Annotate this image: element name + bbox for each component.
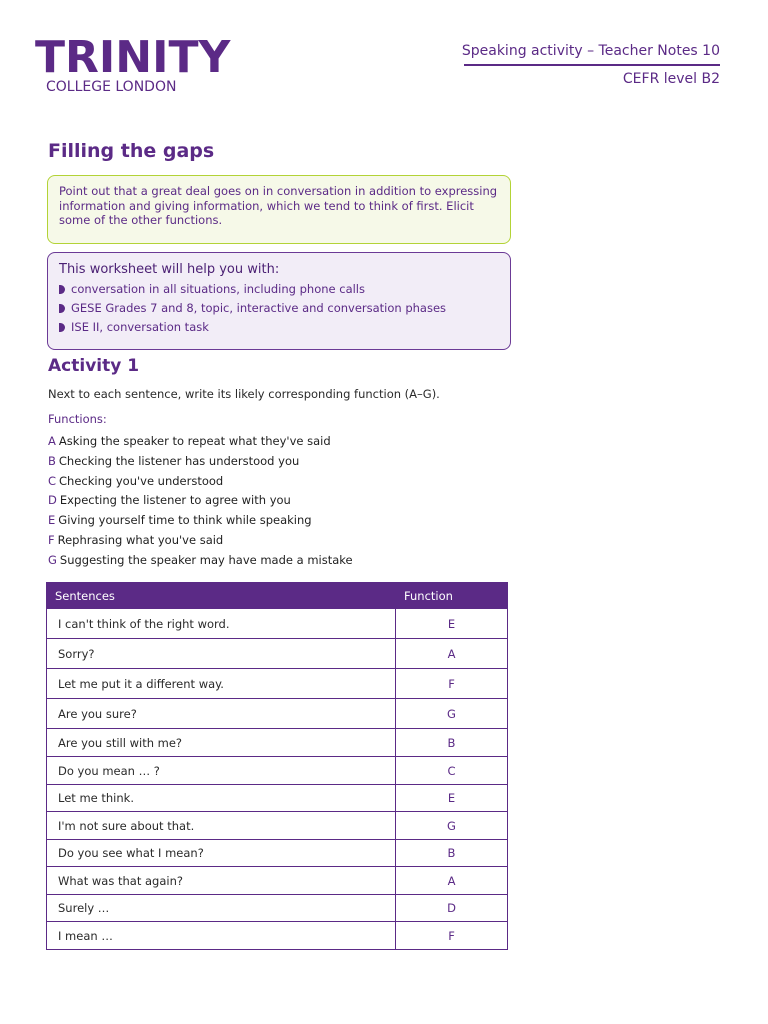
table-row [47,840,508,867]
half-circle-bullet-icon [59,285,65,294]
help-item [59,318,499,337]
help-box-title: This worksheet will help you with: [59,262,280,277]
sentences-table [46,582,508,950]
sentence-cell: Are you sure? [47,699,396,729]
table-row [47,639,508,669]
sentence-cell: Let me put it a different way. [47,669,396,699]
half-circle-bullet-icon [59,304,65,313]
teacher-note-box [47,175,511,244]
help-item [59,280,499,299]
function-text: Expecting the listener to agree with you [59,493,291,508]
function-item [48,452,353,472]
help-item-text: ISE II, conversation task [71,320,209,334]
help-item-text: GESE Grades 7 and 8, topic, interactive and conversation phases [71,301,447,315]
functions-list [48,432,353,571]
sentence-cell: Do you see what I mean? [47,840,396,867]
activity-title: Activity 1 [48,356,140,376]
function-letter: C [48,473,57,488]
function-cell: B [396,729,508,757]
function-item [48,432,353,452]
header-function: Function [396,583,508,609]
teacher-note-text: Point out that a great deal goes on in conversation in addition to expressing information and giving information, which we tend to think of first. Elicit some of the other functions. [59,184,498,227]
logo-trinity: TRINITY [35,32,231,83]
function-cell: A [396,867,508,895]
sentence-cell: Sorry? [47,639,396,669]
function-cell: F [396,922,508,950]
table-row [47,895,508,922]
table-header-row [47,583,508,609]
function-letter: A [48,434,56,448]
function-item [48,511,353,531]
table-row [47,812,508,840]
function-cell: D [396,895,508,922]
function-cell: E [396,609,508,639]
table-row [47,729,508,757]
logo-college-london: COLLEGE LONDON [46,79,177,95]
half-circle-bullet-icon [59,323,65,332]
sentence-cell: What was that again? [47,867,396,895]
activity-instruction: Next to each sentence, write its likely corresponding function (A–G). [48,387,440,401]
function-item [48,491,353,511]
function-cell: F [396,669,508,699]
function-text: Asking the speaker to repeat what they've said [58,434,331,448]
table-row [47,785,508,812]
table-row [47,867,508,895]
function-letter: B [48,453,56,468]
table-row [47,609,508,639]
function-text: Rephrasing what you've said [57,532,224,547]
sentence-cell: Let me think. [47,785,396,812]
table-row [47,699,508,729]
worksheet-help-box [47,252,511,350]
function-letter: D [48,493,57,508]
function-letter: F [48,532,55,547]
function-text: Checking the listener has understood you [58,453,300,468]
sentence-cell: Are you still with me? [47,729,396,757]
header-divider [464,64,720,66]
function-cell: C [396,757,508,785]
table-row [47,669,508,699]
function-text: Giving yourself time to think while speaking [58,513,312,528]
function-item [48,531,353,551]
function-letter: E [48,513,56,528]
function-cell: A [396,639,508,669]
sentence-cell: I can't think of the right word. [47,609,396,639]
sentence-cell: I'm not sure about that. [47,812,396,840]
function-cell: B [396,840,508,867]
function-cell: G [396,812,508,840]
function-cell: E [396,785,508,812]
help-item-text: conversation in all situations, including phone calls [71,282,365,296]
header-title: Speaking activity – Teacher Notes 10 [461,43,720,59]
functions-heading: Functions: [48,412,107,426]
help-item [59,299,499,318]
sentence-cell: Do you mean … ? [47,757,396,785]
function-cell: G [396,699,508,729]
table-row [47,757,508,785]
function-item [48,551,353,571]
function-letter: G [48,552,57,567]
function-text: Suggesting the speaker may have made a mistake [59,552,353,567]
function-text: Checking you've understood [59,473,224,488]
sentence-cell: Surely … [47,895,396,922]
header-sentences: Sentences [47,583,396,609]
page-title: Filling the gaps [48,140,215,162]
function-item [48,472,353,492]
table-row [47,922,508,950]
header-level: CEFR level B2 [622,71,720,87]
sentence-cell: I mean … [47,922,396,950]
